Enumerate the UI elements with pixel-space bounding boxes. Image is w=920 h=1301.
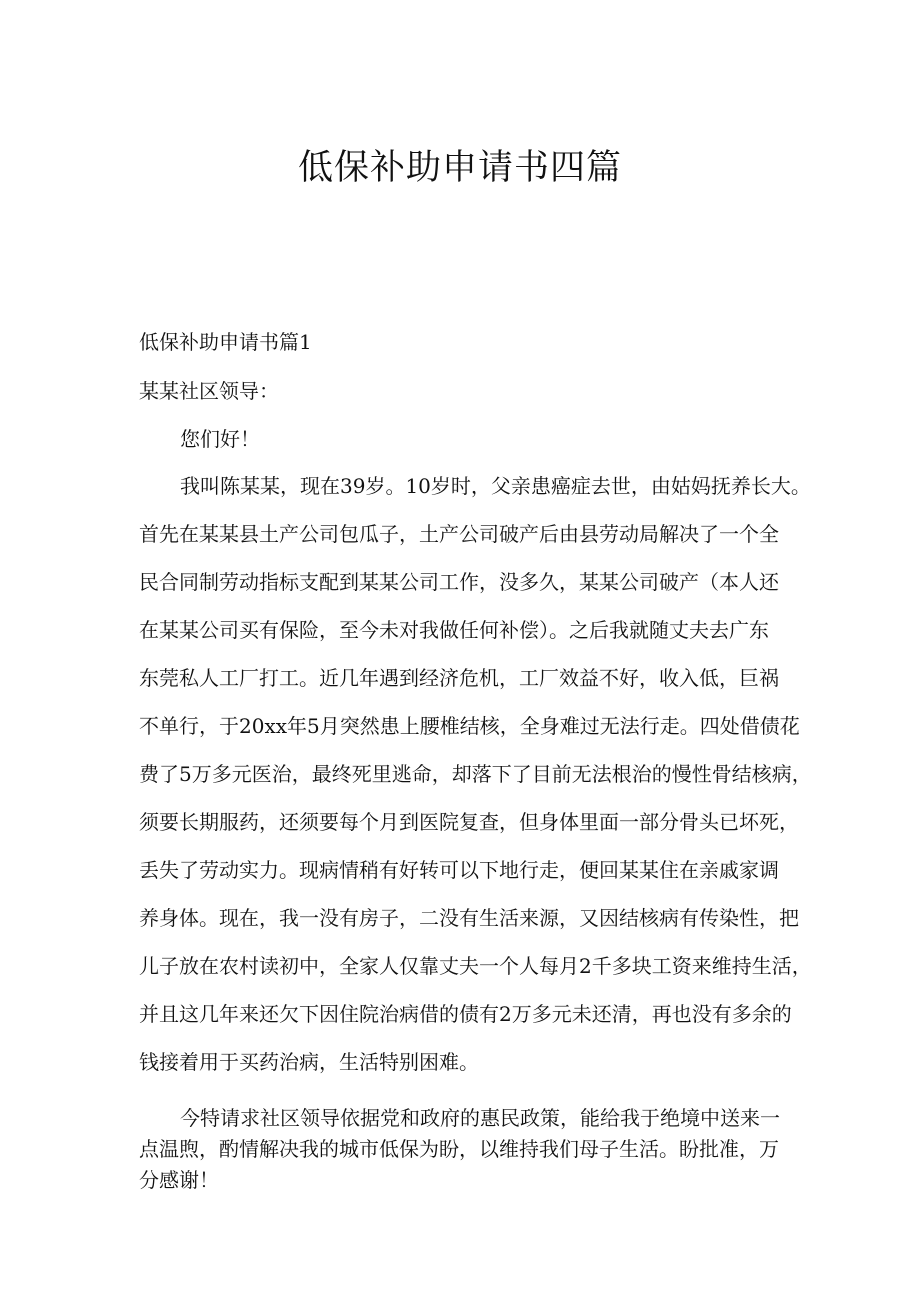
section-heading: 低保补助申请书篇1	[139, 330, 312, 354]
body-line: 民合同制劳动指标支配到某某公司工作，没多久，某某公司破产（本人还	[139, 570, 779, 594]
body-paragraph	[139, 462, 812, 1086]
greeting: 您们好！	[180, 427, 260, 451]
closing-line: 分感谢！	[139, 1168, 219, 1192]
body-line: 首先在某某县土产公司包瓜子，土产公司破产后由县劳动局解决了一个全	[139, 522, 779, 546]
body-line: 不单行，于20xx年5月突然患上腰椎结核，全身难过无法行走。四处借债花	[139, 714, 800, 738]
body-line: 须要长期服药，还须要每个月到医院复查，但身体里面一部分骨头已坏死，	[139, 810, 799, 834]
body-line: 我叫陈某某，现在39岁。10岁时，父亲患癌症去世，由姑妈抚养长大。	[180, 474, 811, 498]
body-line: 儿子放在农村读初中，全家人仅靠丈夫一个人每月2千多块工资来维持生活，	[139, 954, 812, 978]
body-line: 并且这几年来还欠下因住院治病借的债有2万多元未还清，再也没有多余的	[139, 1002, 792, 1026]
closing-line: 点温煦，酌情解决我的城市低保为盼，以维持我们母子生活。盼批准，万	[139, 1137, 779, 1161]
body-line: 东莞私人工厂打工。近几年遇到经济危机，工厂效益不好，收入低，巨祸	[139, 666, 779, 690]
body-line: 在某某公司买有保险，至今未对我做任何补偿）。之后我就随丈夫去广东	[139, 618, 769, 642]
closing-line: 今特请求社区领导依据党和政府的惠民政策，能给我于绝境中送来一	[180, 1106, 780, 1130]
body-line: 丢失了劳动实力。现病情稍有好转可以下地行走，便回某某住在亲戚家调	[139, 858, 779, 882]
body-line: 养身体。现在，我一没有房子，二没有生活来源，又因结核病有传染性，把	[139, 906, 799, 930]
body-line: 费了5万多元医治，最终死里逃命，却落下了目前无法根治的慢性骨结核病，	[139, 762, 812, 786]
closing-paragraph	[139, 1103, 791, 1196]
document-title: 低保补助申请书四篇	[297, 148, 622, 188]
body-line: 钱接着用于买药治病，生活特别困难。	[139, 1050, 479, 1074]
salutation: 某某社区领导：	[139, 379, 279, 403]
